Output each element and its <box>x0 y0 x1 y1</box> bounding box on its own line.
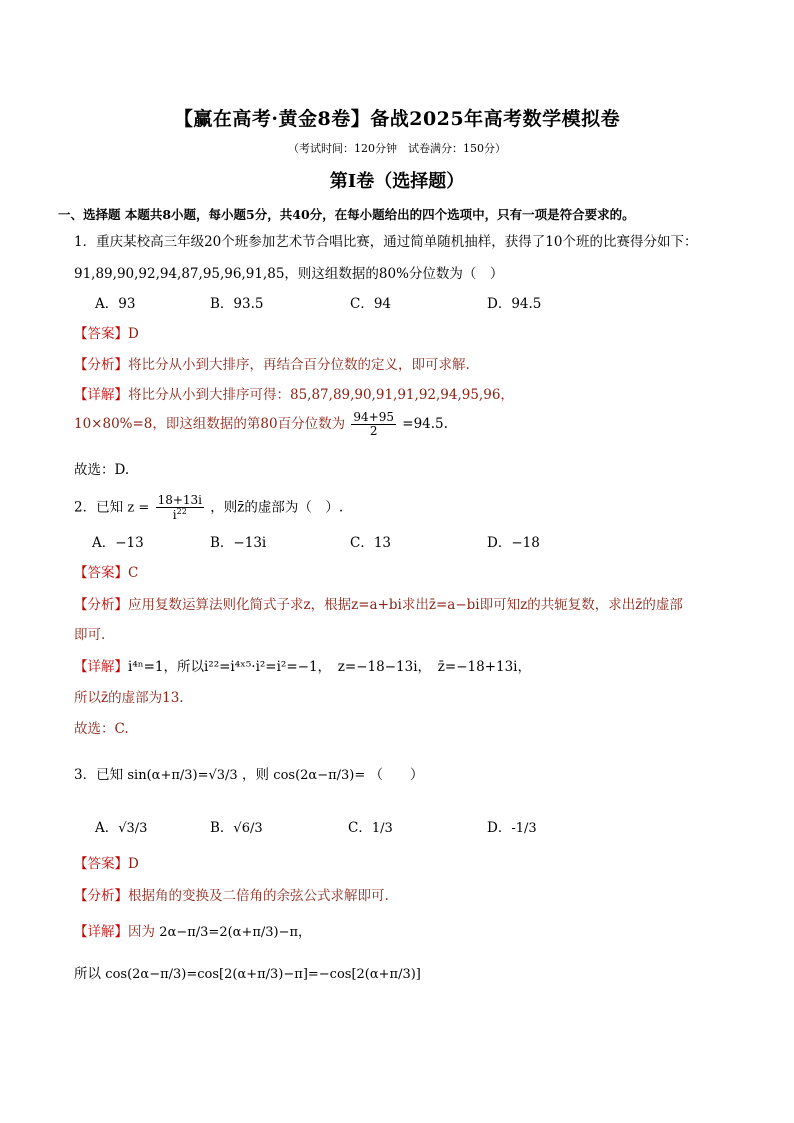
q3-opt-b-value: √6/3 <box>233 821 263 836</box>
q3-detail <box>74 920 311 940</box>
q1-detail-line2 <box>74 411 448 438</box>
q1-option-d: D．94.5 <box>487 296 542 312</box>
q2-detail <box>74 655 531 675</box>
q3-opt-c-value: 1/3 <box>371 821 393 836</box>
q2-choice: 故选：C. <box>74 721 129 737</box>
q1-option-a: A．93 <box>95 296 136 312</box>
q3-analysis-text: 根据角的变换及二倍角的余弦公式求解即可. <box>128 888 389 904</box>
q1-data-line: 91,89,90,92,94,87,95,96,91,85，则这组数据的80%分位数为（ ） <box>74 266 504 282</box>
detail-label: 【详解】 <box>74 924 128 940</box>
analysis-label: 【分析】 <box>74 597 128 613</box>
q1-fraction <box>351 411 396 438</box>
q2-answer <box>74 561 138 581</box>
q3-so-eq: cos(2α−π/3)=cos[2(α+π/3)−π]=−cos[2(α+π/3)] <box>105 967 421 982</box>
q3-so-prefix: 所以 <box>74 966 101 982</box>
q1-analysis-text: 将比分从小到大排序，再结合百分位数的定义，即可求解. <box>128 357 470 373</box>
q3-stem-suffix: （ ） <box>369 767 424 783</box>
q1-detail-b2: =94.5. <box>402 416 448 433</box>
q2-option-d: D．−18 <box>487 535 540 551</box>
analysis-label: 【分析】 <box>74 357 128 373</box>
detail-label: 【详解】 <box>74 659 128 675</box>
q3-given: sin(α+π/3)=√3/3 <box>127 768 238 783</box>
q2-option-c: C．13 <box>350 535 392 551</box>
q1-frac-den: 2 <box>369 424 378 439</box>
q2-detail-text: i⁴ⁿ=1，所以i²²=i⁴ˣ⁵·i²=i²=−1， z=−18−13i， z̄=−18+13i， <box>128 659 532 675</box>
q2-fraction <box>156 494 204 522</box>
q2-analysis-cont: 即可. <box>74 627 106 643</box>
q1-choice: 故选：D. <box>74 462 130 478</box>
q3-detail-eq: 2α−π/3=2(α+π/3)−π， <box>159 925 312 940</box>
q1-detail <box>74 383 514 403</box>
detail-label: 【详解】 <box>74 387 128 403</box>
q3-opt-d-value: -1/3 <box>511 821 537 836</box>
q2-stem-suffix: ，则z̄的虚部为（ ）. <box>210 499 344 516</box>
q1-frac-num: 94+95 <box>353 410 394 424</box>
q3-target: cos(2α−π/3)= <box>273 768 366 783</box>
q2-stem <box>74 494 343 522</box>
q2-frac-den: $i^{22}$ <box>172 507 187 523</box>
page-title: 【赢在高考·黄金8卷】备战2025年高考数学模拟卷 <box>173 108 621 130</box>
analysis-label: 【分析】 <box>74 888 128 904</box>
q3-opt-a-value: √3/3 <box>118 821 148 836</box>
q2-analysis <box>74 593 683 613</box>
q2-option-b: B．−13i <box>210 535 267 551</box>
q3-so <box>74 962 421 982</box>
q2-stem-prefix: 2．已知 <box>74 499 124 516</box>
answer-label: 【答案】 <box>74 856 128 872</box>
q3-option-d: D．-1/3 <box>487 820 537 836</box>
exam-subtitle: （考试时间：120分钟 试卷满分：150分） <box>288 142 506 155</box>
q3-answer <box>74 852 139 872</box>
section-heading: 第I卷（选择题） <box>329 171 465 192</box>
q3-detail-prefix: 因为 <box>128 924 155 940</box>
q2-answer-value: C <box>128 565 139 581</box>
q3-option-c: C．1/3 <box>348 820 393 836</box>
q3-stem-mid: ，则 <box>242 767 269 783</box>
answer-label: 【答案】 <box>74 565 128 581</box>
q1-detail-text: 将比分从小到大排序可得：85,87,89,90,91,91,92,94,95,96， <box>128 387 514 403</box>
q3-analysis <box>74 884 389 904</box>
q2-frac-num: 18+13i <box>157 493 202 507</box>
q1-answer <box>74 322 139 342</box>
q2-option-a: A．−13 <box>92 535 144 551</box>
q3-answer-value: D <box>128 856 139 872</box>
q1-stem: 1．重庆某校高三年级20个班参加艺术节合唱比赛，通过简单随机抽样，获得了10个班的比赛得分如下： <box>74 234 698 250</box>
q2-analysis-text: 应用复数运算法则化简式子求z，根据z=a+bi求出z̄=a−bi即可知z的共轭复数，求出z̄的虚部 <box>128 597 683 613</box>
instructions: 一、选择题 本题共8小题，每小题5分，共40分，在每小题给出的四个选项中，只有一项是符合要求的。 <box>58 207 635 222</box>
q3-option-a: A．√3/3 <box>95 820 148 836</box>
q2-conclusion: 所以z̄的虚部为13. <box>74 690 184 706</box>
q3-option-b: B．√6/3 <box>210 820 263 836</box>
q1-answer-value: D <box>128 326 139 342</box>
q1-option-b: B．93.5 <box>210 296 264 312</box>
q3-stem-prefix: 3．已知 <box>74 767 124 783</box>
q3-stem <box>74 763 424 783</box>
q1-detail-b1: 10×80%=8，即这组数据的第80百分位数为 <box>74 416 346 433</box>
answer-label: 【答案】 <box>74 326 128 342</box>
q1-analysis <box>74 353 470 373</box>
q2-z-eq: z = <box>127 500 150 516</box>
q1-option-c: C．94 <box>350 296 392 312</box>
